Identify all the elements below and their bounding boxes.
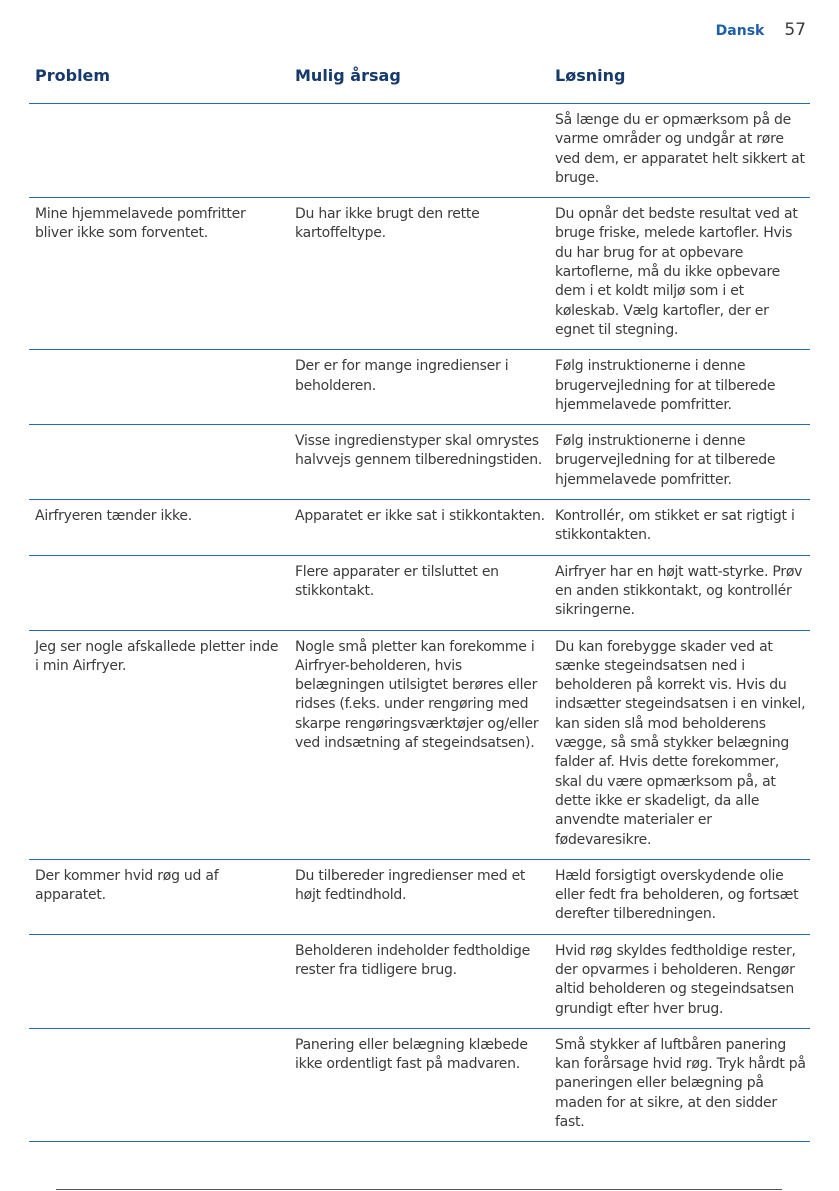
table-row — [29, 1029, 810, 1142]
table-row — [29, 500, 810, 556]
problem-cell: Der kommer hvid røg ud af apparatet. — [35, 867, 219, 904]
column-header-problem: Problem — [35, 66, 111, 85]
cause-cell: Du tilbereder ingredienser med et højt fedtindhold. — [295, 867, 526, 904]
table-row — [29, 425, 810, 500]
cause-cell: Beholderen indeholder fedtholdige rester fra tidligere brug. — [295, 942, 530, 978]
problem-cell — [29, 942, 289, 1019]
solution-cell: Du kan forebygge skader ved at sænke stegeindsatsen ned i beholderen på korrekt vis. Hvis du indsætter stegeindsatsen i en vinkel, kan siden slå mod beholderens vægge, så små stykker belægning falder af. Hvis dette forekommer, skal du være opmærksom på, at dette ikke er skadeligt, da alle anvendte materialer er fødevaresikre. — [555, 638, 806, 848]
solution-cell: Små stykker af luftbåren panering kan forårsage hvid røg. Tryk hårdt på paneringen eller belægning på maden for at sikre, at den sidder fast. — [555, 1036, 806, 1131]
table-header — [29, 66, 810, 104]
problem-cell — [29, 357, 289, 415]
problem-cell: Jeg ser nogle afskallede pletter inde i min Airfryer. — [35, 638, 279, 674]
cause-cell: Apparatet er ikke sat i stikkontakten. — [295, 508, 545, 525]
language-label: Dansk — [715, 23, 765, 39]
problem-cell: Airfryeren tænder ikke. — [35, 508, 192, 525]
page-header — [716, 20, 806, 40]
table-row — [29, 104, 810, 198]
cause-cell: Flere apparater er tilsluttet en stikkontakt. — [295, 563, 499, 599]
cause-cell: Panering eller belægning klæbede ikke ordentligt fast på madvaren. — [295, 1036, 528, 1073]
table-row — [29, 631, 810, 860]
solution-cell: Kontrollér, om stikket er sat rigtigt i stikkontakten. — [555, 508, 795, 544]
page-number: 57 — [784, 20, 806, 40]
footer-divider — [56, 1189, 782, 1190]
cause-cell: Visse ingredienstyper skal omrystes halvvejs gennem tilberedningstiden. — [295, 433, 543, 469]
cause-cell: Der er for mange ingredienser i beholderen. — [295, 358, 509, 394]
problem-cell: Mine hjemmelavede pomfritter bliver ikke som forventet. — [35, 206, 246, 242]
solution-cell: Følg instruktionerne i denne brugervejledning for at tilberede hjemmelavede pomfritter. — [555, 433, 776, 488]
solution-cell: Så længe du er opmærksom på de varme områder og undgår at røre ved dem, er apparatet helt sikkert at bruge. — [555, 112, 805, 186]
cause-cell: Nogle små pletter kan forekomme i Airfryer-beholderen, hvis belægningen utilsigtet berøres eller ridses (f.eks. under rengøring med skarpe rengøringsværktøjer og/eller ved indsætning af stegeindsatsen). — [295, 638, 539, 752]
cause-cell: Du har ikke brugt den rette kartoffeltype. — [295, 206, 480, 242]
solution-cell: Airfryer har en højt watt-styrke. Prøv en anden stikkontakt, og kontrollér sikringerne. — [555, 563, 803, 619]
problem-cell — [29, 111, 289, 188]
column-header-cause: Mulig årsag — [295, 66, 401, 85]
table-row — [29, 935, 810, 1029]
troubleshooting-table — [29, 66, 810, 1142]
cause-cell — [289, 111, 549, 188]
solution-cell: Følg instruktionerne i denne brugervejledning for at tilberede hjemmelavede pomfritter. — [555, 358, 776, 413]
problem-cell — [29, 432, 289, 490]
solution-cell: Hæld forsigtigt overskydende olie eller fedt fra beholderen, og fortsæt derefter tilberedningen. — [555, 867, 799, 923]
table-row — [29, 198, 810, 350]
solution-cell: Hvid røg skyldes fedtholdige rester, der opvarmes i beholderen. Rengør altid beholderen og stegeindsatsen grundigt efter hver brug. — [555, 942, 796, 1017]
table-row — [29, 860, 810, 935]
problem-cell — [29, 563, 289, 621]
solution-cell: Du opnår det bedste resultat ved at bruge friske, melede kartofler. Hvis du har brug for at opbevare kartoflerne, må du ikke opbevare dem i et koldt miljø som i et køleskab. Vælg kartofler, der er egnet til stegning. — [555, 206, 798, 338]
table-row — [29, 350, 810, 425]
column-header-solution: Løsning — [555, 66, 626, 85]
table-row — [29, 556, 810, 631]
problem-cell — [29, 1036, 289, 1132]
